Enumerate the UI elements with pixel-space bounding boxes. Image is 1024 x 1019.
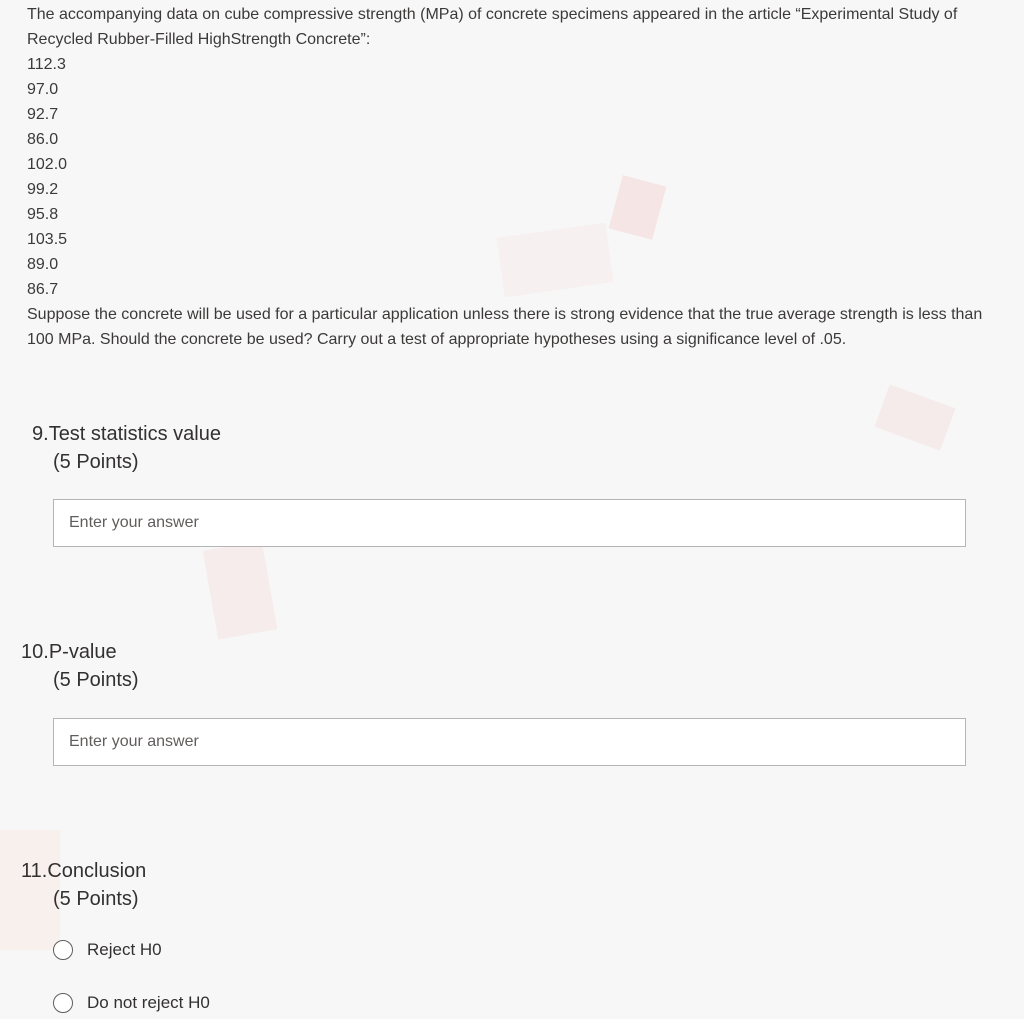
question-description [27,2,987,352]
radio-button[interactable] [53,993,73,1013]
question-10-answer-input[interactable] [53,718,966,766]
radio-option-do-not-reject-h0[interactable] [53,993,210,1013]
data-value: 102.0 [27,156,68,173]
question-points: (5 Points) [53,888,139,910]
data-value: 103.5 [27,231,68,248]
background-decoration [0,830,60,950]
data-value: 112.3 [27,56,66,73]
description-question: Suppose the concrete will be used for a particular application unless there is strong evidence that the true average strength is less than 100 MPa. Should the concrete be used? Carry out a test of appropriate hypotheses using a significance level of .05. [27,306,983,348]
radio-option-reject-h0[interactable] [53,940,162,960]
question-points: (5 Points) [53,451,139,473]
data-value: 86.0 [27,131,59,148]
data-value: 95.8 [27,206,59,223]
question-11-title [21,857,146,885]
data-value: 86.7 [27,281,59,298]
question-number: 9. [32,423,49,445]
data-value: 89.0 [27,256,59,273]
question-title-text: P-value [48,641,117,663]
question-title-text: Test statistics value [48,423,221,445]
question-number: 11. [21,860,48,882]
question-9-answer-input[interactable] [53,499,966,547]
option-label: Reject H0 [87,940,162,959]
background-decoration [203,540,278,639]
background-decoration [874,384,955,450]
data-values-list [27,52,987,302]
description-intro: The accompanying data on cube compressive strength (MPa) of concrete specimens appeared in the article “Experimental Study of Recycled Rubber-Filled HighStrength Concrete”: [27,6,958,48]
data-value: 99.2 [27,181,59,198]
question-9-title [32,420,221,448]
question-title-text: Conclusion [47,860,147,882]
question-number: 10. [21,641,49,663]
question-points: (5 Points) [53,669,139,691]
question-10-title [21,638,117,666]
data-value: 97.0 [27,81,59,98]
data-value: 92.7 [27,106,59,123]
radio-button[interactable] [53,940,73,960]
option-label: Do not reject H0 [87,993,210,1012]
